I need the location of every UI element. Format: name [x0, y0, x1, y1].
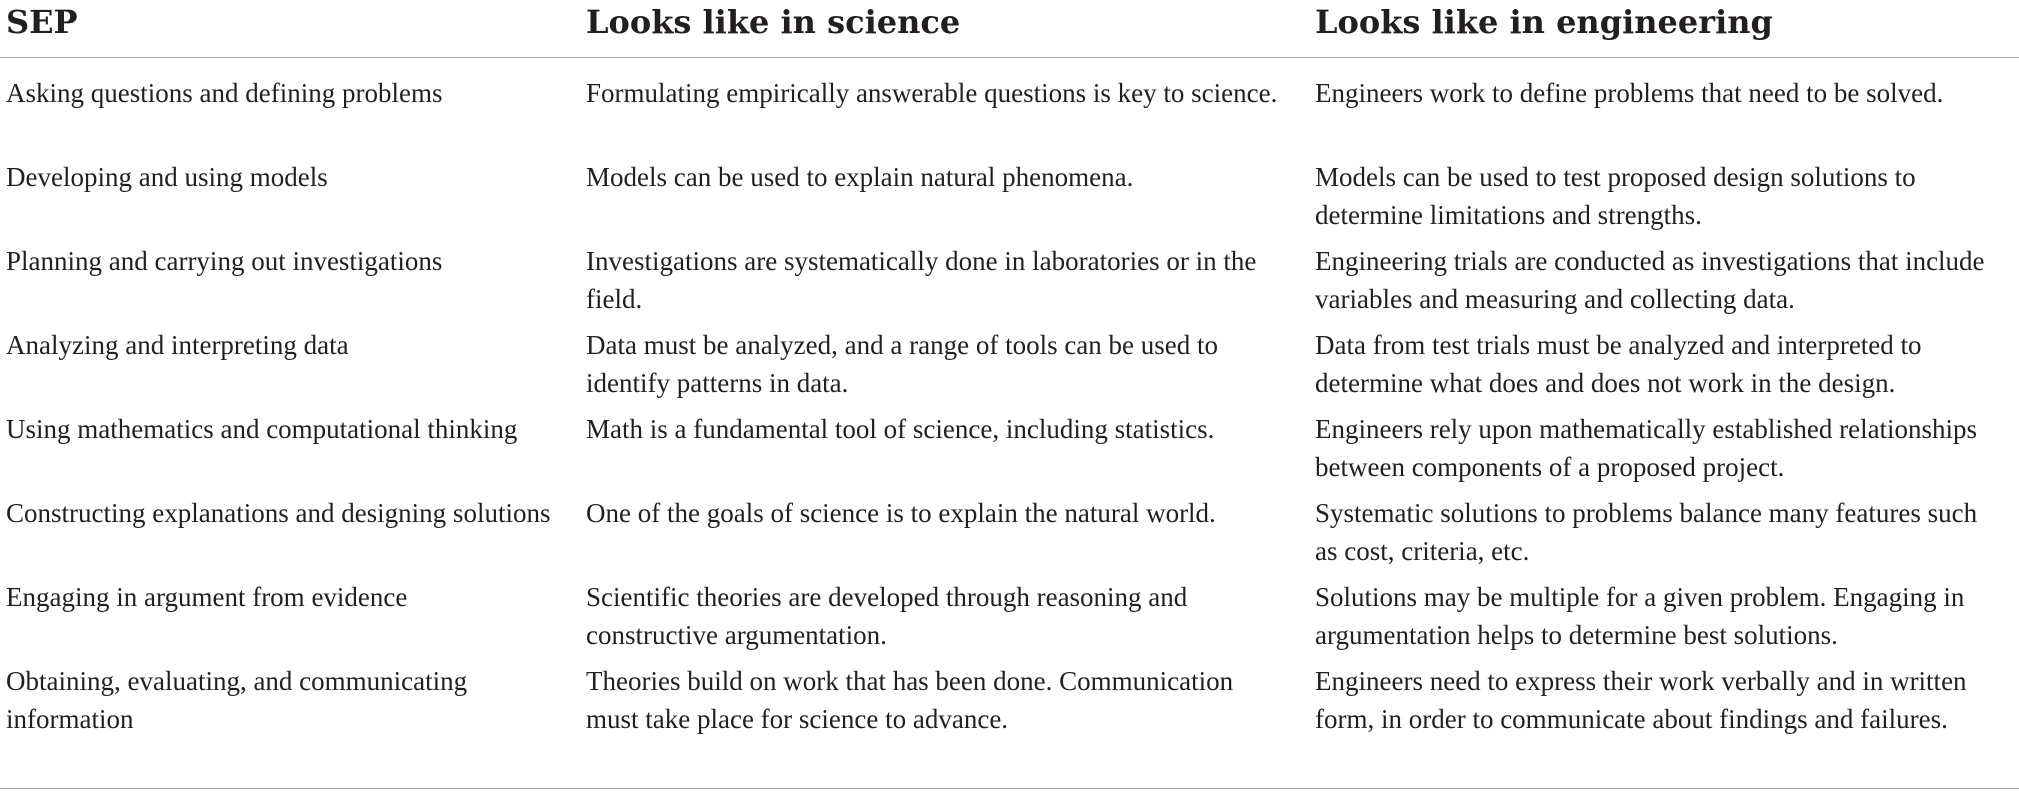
- header-sep: SEP: [6, 3, 78, 41]
- cell-sep: Constructing explanations and designing solutions: [6, 498, 551, 528]
- cell-sep: Using mathematics and computational thinking: [6, 414, 518, 444]
- header-science: Looks like in science: [586, 3, 961, 41]
- cell-sep: Developing and using models: [6, 162, 328, 192]
- cell-engineering: Solutions may be multiple for a given problem. Engaging in argumentation helps to determine best solutions.: [1315, 582, 1965, 650]
- cell-engineering: Data from test trials must be analyzed and interpreted to determine what does and does not work in the design.: [1315, 330, 1922, 398]
- cell-engineering: Systematic solutions to problems balance many features such as cost, criteria, etc.: [1315, 498, 1978, 566]
- cell-science: Theories build on work that has been done. Communication must take place for science to advance.: [586, 666, 1234, 734]
- cell-sep: Analyzing and interpreting data: [6, 330, 349, 360]
- cell-sep: Obtaining, evaluating, and communicating information: [6, 666, 468, 734]
- cell-science: Formulating empirically answerable questions is key to science.: [586, 78, 1278, 108]
- cell-sep: Engaging in argument from evidence: [6, 582, 408, 612]
- cell-engineering: Engineers need to express their work verbally and in written form, in order to communicate about findings and failures.: [1315, 666, 1967, 734]
- cell-engineering: Engineering trials are conducted as investigations that include variables and measuring and collecting data.: [1315, 246, 1985, 314]
- table-bottom-rule: [0, 788, 2019, 789]
- header-engineering: Looks like in engineering: [1315, 3, 1773, 41]
- cell-science: Scientific theories are developed through reasoning and constructive argumentation.: [586, 582, 1188, 650]
- cell-science: One of the goals of science is to explain the natural world.: [586, 498, 1216, 528]
- cell-science: Data must be analyzed, and a range of tools can be used to identify patterns in data.: [586, 330, 1219, 398]
- cell-engineering: Engineers rely upon mathematically established relationships between components of a proposed project.: [1315, 414, 1978, 482]
- cell-science: Math is a fundamental tool of science, including statistics.: [586, 414, 1215, 444]
- cell-sep: Planning and carrying out investigations: [6, 246, 443, 276]
- table-header-row: [0, 0, 2019, 58]
- cell-science: Investigations are systematically done in laboratories or in the field.: [586, 246, 1257, 314]
- cell-sep: Asking questions and defining problems: [6, 78, 443, 108]
- cell-engineering: Engineers work to define problems that need to be solved.: [1315, 78, 1944, 108]
- cell-engineering: Models can be used to test proposed design solutions to determine limitations and strengths.: [1315, 162, 1916, 230]
- cell-science: Models can be used to explain natural phenomena.: [586, 162, 1134, 192]
